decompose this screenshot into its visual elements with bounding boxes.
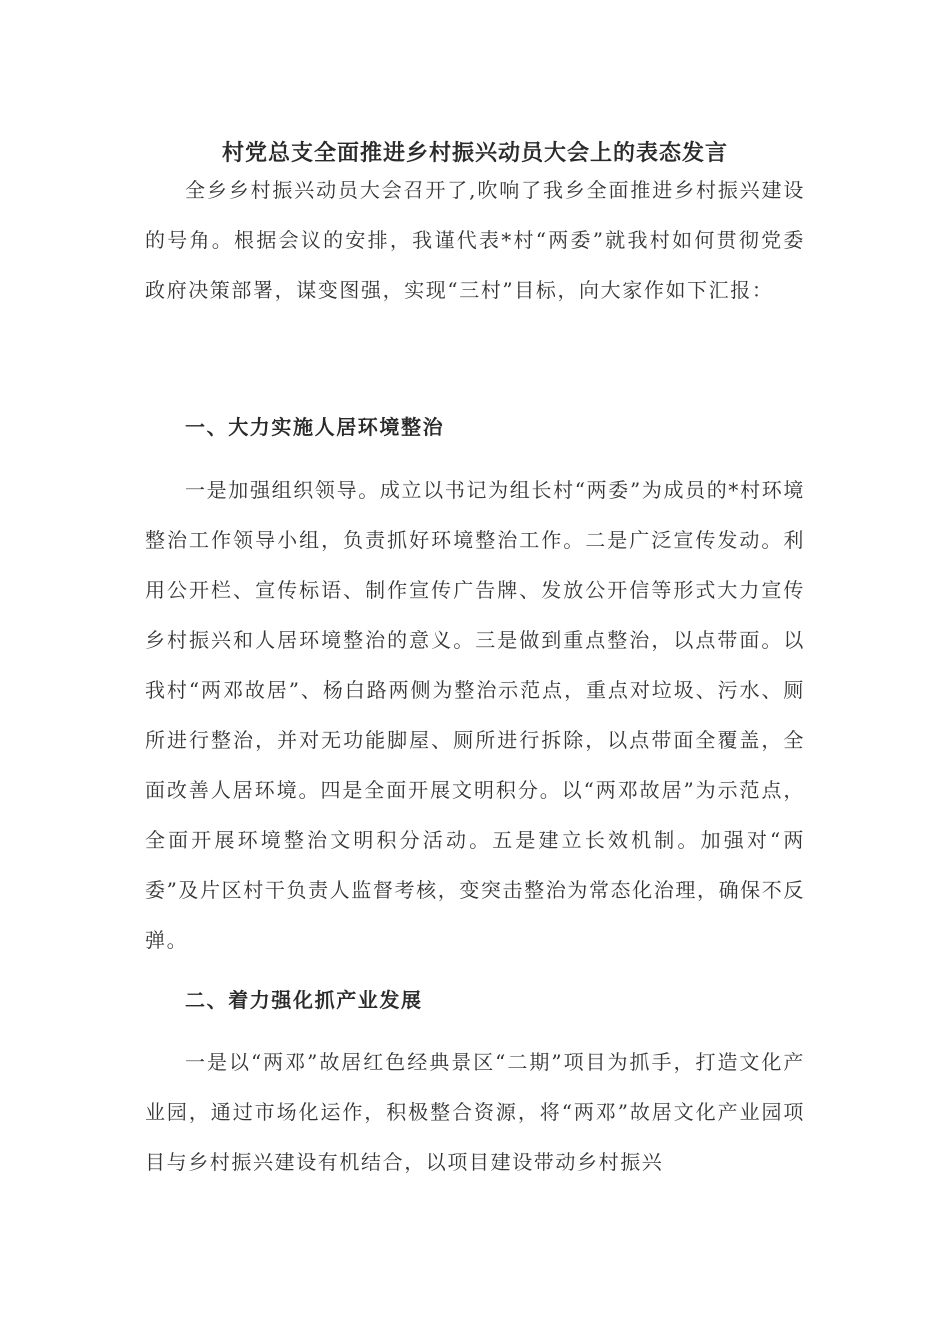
document-title: 村党总支全面推进乡村振兴动员大会上的表态发言 [221,140,728,166]
section-heading-1: 一、大力实施人居环境整治 [185,415,445,439]
intro-paragraph: 全乡乡村振兴动员大会召开了,吹响了我乡全面推进乡村振兴建设的号角。根据会议的安排，我谨代表*村“两委”就我村如何贯彻党委政府决策部署，谋变图强，实现“三村”目标，向大家作如下汇报： [145,178,805,302]
section-heading-2: 二、着力强化抓产业发展 [185,988,423,1012]
section-body-2: 一是以“两邓”故居红色经典景区“二期”项目为抓手，打造文化产业园，通过市场化运作，积极整合资源，将“两邓”故居文化产业园项目与乡村振兴建设有机结合，以项目建设带动乡村振兴 [145,1050,805,1174]
section-body-1: 一是加强组织领导。成立以书记为组长村“两委”为成员的*村环境整治工作领导小组，负责抓好环境整治工作。二是广泛宣传发动。利用公开栏、宣传标语、制作宣传广告牌、发放公开信等形式大力宣传乡村振兴和人居环境整治的意义。三是做到重点整治，以点带面。以我村“两邓故居”、杨白路两侧为整治示范点，重点对垃圾、污水、厕所进行整治，并对无功能脚屋、厕所进行拆除，以点带面全覆盖，全面改善人居环境。四是全面开展文明积分。以“两邓故居”为示范点，全面开展环境整治文明积分活动。五是建立长效机制。加强对“两委”及片区村干负责人监督考核，变突击整治为常态化治理，确保不反弹。 [145,478,805,952]
